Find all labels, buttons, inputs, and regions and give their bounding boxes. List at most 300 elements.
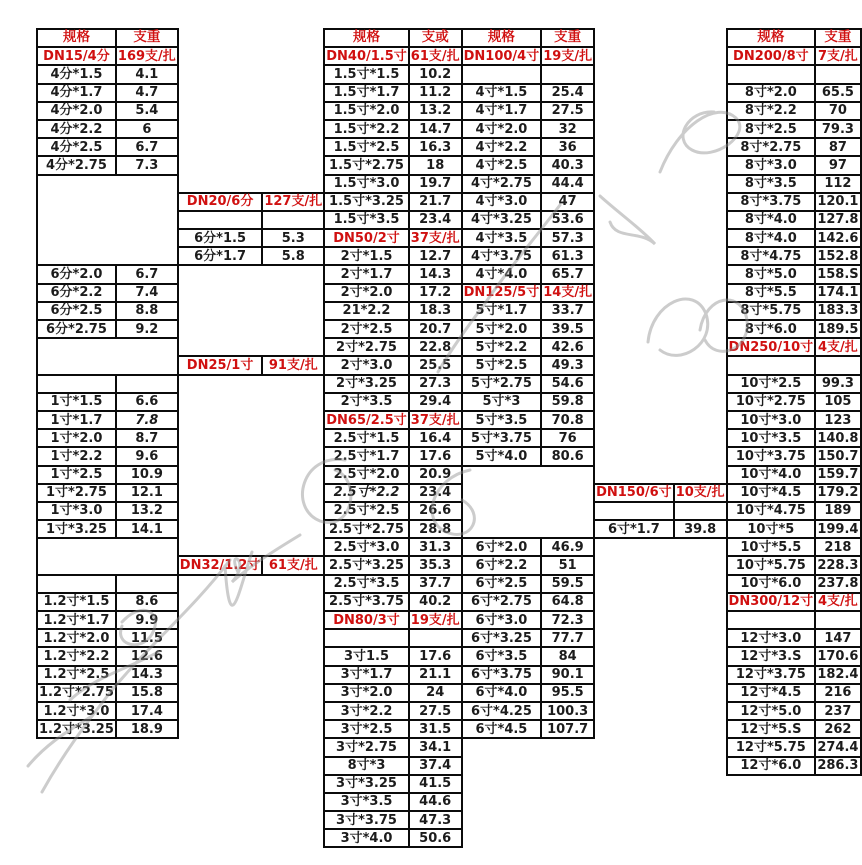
weight-cell: 18.9 — [116, 720, 178, 738]
spec-cell: 6分*2.5 — [37, 302, 116, 320]
dn-group-spec: DN20/6分 — [178, 193, 263, 211]
weight-cell: 127.8 — [815, 211, 860, 229]
spec-cell: 1.2寸*2.75 — [39, 685, 114, 701]
weight-cell: 87 — [815, 138, 860, 156]
spec-cell: 1.2寸*1.5 — [37, 593, 116, 611]
weight-cell: 105 — [815, 393, 860, 411]
spec-cell: 8寸*2.0 — [727, 84, 816, 102]
spec-cell: 2寸*2.5 — [324, 320, 409, 338]
weight-cell: 13.2 — [116, 502, 178, 520]
spec-cell: 1.2寸*2.5 — [37, 666, 116, 684]
spec-cell: 3寸*3.75 — [324, 811, 409, 829]
weight-cell: 84 — [541, 647, 594, 665]
weight-cell: 28.8 — [409, 520, 462, 538]
spec-cell: 3寸*2.5 — [324, 720, 409, 738]
weight-cell: 14.3 — [116, 666, 178, 684]
weight-cell: 10.2 — [409, 65, 462, 83]
spec-cell: 8寸*2.2 — [727, 102, 816, 120]
weight-cell: 61.3 — [541, 247, 594, 265]
spec-table-group — [36, 28, 862, 848]
table-row — [727, 193, 861, 211]
weight-cell: 33.7 — [541, 302, 594, 320]
weight-cell: 183.3 — [815, 302, 860, 320]
weight-cell: 47 — [541, 193, 594, 211]
dn-group-weight: 91支/扎 — [262, 356, 324, 374]
weight-cell: 179.2 — [815, 484, 860, 502]
table-row — [462, 229, 727, 247]
weight-cell: 65.7 — [541, 265, 594, 283]
spec-cell: 2寸*3.0 — [324, 356, 409, 374]
table-row — [37, 720, 324, 738]
table-row — [727, 593, 861, 611]
table-row — [324, 429, 461, 447]
table-row — [37, 684, 324, 702]
table-row — [462, 666, 727, 684]
weight-cell: 16.4 — [409, 429, 462, 447]
dn-group-spec: DN40/1.5寸 — [326, 48, 407, 64]
spec-cell: 2.5寸*2.5 — [324, 502, 409, 520]
weight-cell: 36 — [541, 138, 594, 156]
weight-cell: 5.3 — [262, 229, 324, 247]
weight-cell: 20.7 — [409, 320, 462, 338]
table-row — [727, 684, 861, 702]
column-header-spec: 规格 — [727, 29, 816, 47]
table-row — [37, 156, 324, 174]
blank-cell — [727, 356, 816, 374]
spec-cell: 3寸*3.5 — [324, 793, 409, 811]
spec-cell: 4寸*1.5 — [462, 84, 542, 102]
weight-cell: 79.3 — [815, 120, 860, 138]
spec-cell: 1.2寸*3.0 — [37, 702, 116, 720]
spec-cell: 2.5寸*3.0 — [324, 538, 409, 556]
spec-cell: 1.5寸*2.75 — [324, 156, 409, 174]
spec-cell: 6寸*2.0 — [462, 538, 542, 556]
weight-cell: 32 — [541, 120, 594, 138]
weight-cell: 50.6 — [409, 829, 462, 847]
column-header-weight: 支或 — [409, 29, 462, 47]
table-row — [727, 575, 861, 593]
dn-group-spec: DN15/4分 — [37, 47, 116, 65]
spec-cell: 5寸*3 — [462, 393, 542, 411]
weight-cell: 57.3 — [541, 229, 594, 247]
weight-cell: 17.2 — [409, 284, 462, 302]
spec-cell: 12寸*5.75 — [727, 738, 816, 756]
table-row — [324, 356, 461, 374]
blank-cell — [116, 575, 178, 593]
table-row — [462, 102, 727, 120]
weight-cell: 174.1 — [815, 284, 860, 302]
table-row — [462, 29, 727, 47]
table-row — [727, 229, 861, 247]
table-row — [727, 211, 861, 229]
spec-cell: 2.5寸*1.7 — [324, 447, 409, 465]
table-row — [727, 284, 861, 302]
weight-cell: 20.9 — [409, 466, 462, 484]
table-row — [37, 29, 324, 47]
table-row — [727, 429, 861, 447]
dn-group-spec: DN100/4寸 — [463, 48, 540, 64]
table-row — [37, 447, 324, 465]
spec-cell: 8寸*5.5 — [727, 284, 816, 302]
weight-cell: 7.8 — [116, 411, 178, 429]
weight-cell: 95.5 — [541, 684, 594, 702]
dn-group-spec: DN32/1.2寸 — [179, 558, 261, 574]
table-row — [37, 575, 324, 593]
spec-cell: 1.2寸*2.2 — [37, 647, 116, 665]
table-row — [324, 65, 461, 83]
dn-group-spec: DN300/12寸 — [728, 594, 814, 610]
table-row — [37, 702, 324, 720]
table-row — [324, 411, 461, 429]
spec-cell: 2.5寸*1.5 — [324, 429, 409, 447]
table-row — [324, 193, 461, 211]
table-row — [324, 175, 461, 193]
weight-cell: 39.8 — [674, 520, 727, 538]
weight-cell: 14.3 — [409, 265, 462, 283]
weight-cell: 17.4 — [116, 702, 178, 720]
table-row — [727, 702, 861, 720]
weight-cell: 237 — [815, 702, 860, 720]
spec-cell: 4分*2.2 — [37, 120, 116, 138]
table-row — [324, 502, 461, 520]
weight-cell: 25.4 — [541, 84, 594, 102]
spec-cell: 10寸*3.0 — [727, 411, 816, 429]
spec-cell: 5寸*3.75 — [462, 429, 542, 447]
dn-group-weight: 7支/扎 — [815, 47, 860, 65]
table-row — [324, 447, 461, 465]
spec-cell: 5寸*1.7 — [462, 302, 542, 320]
spec-cell: 10寸*2.5 — [727, 375, 816, 393]
weight-cell: 37.4 — [409, 757, 462, 775]
table-row — [462, 538, 727, 556]
spec-cell: 1寸*2.0 — [37, 429, 116, 447]
table-row — [324, 611, 461, 629]
spec-cell: 2寸*3.5 — [324, 393, 409, 411]
table-row — [727, 47, 861, 65]
weight-cell: 97 — [815, 156, 860, 174]
table-row — [324, 593, 461, 611]
table-row — [37, 593, 324, 611]
table-row — [324, 47, 461, 65]
table-row — [324, 538, 461, 556]
weight-cell: 34.1 — [409, 738, 462, 756]
weight-cell: 70 — [815, 102, 860, 120]
weight-cell: 21.7 — [409, 193, 462, 211]
spec-cell: 8寸*5.75 — [727, 302, 816, 320]
weight-cell: 49.3 — [541, 356, 594, 374]
table-row — [324, 302, 461, 320]
spec-cell: 1寸*2.75 — [37, 484, 116, 502]
weight-cell: 237.8 — [815, 575, 860, 593]
spec-cell: 8寸*3.0 — [727, 156, 816, 174]
table-row — [727, 738, 861, 756]
dn-group-weight: 37支/扎 — [410, 230, 460, 246]
spec-cell: 8寸*3.75 — [727, 193, 816, 211]
merged-blank-cell — [37, 338, 178, 374]
spec-cell: 1寸*3.25 — [37, 520, 116, 538]
spec-cell: 6分*2.0 — [37, 265, 116, 283]
table-row — [324, 102, 461, 120]
spec-cell: 2.5寸*3.25 — [324, 556, 409, 574]
weight-cell: 46.9 — [541, 538, 594, 556]
blank-cell — [409, 629, 462, 647]
table-row — [462, 156, 727, 174]
weight-cell: 262 — [815, 720, 860, 738]
spec-cell: 6寸*3.25 — [462, 629, 542, 647]
weight-cell: 21.1 — [409, 666, 462, 684]
table-row — [462, 338, 727, 356]
weight-cell: 182.4 — [815, 666, 860, 684]
weight-cell: 286.3 — [815, 757, 860, 775]
weight-cell: 65.5 — [815, 84, 860, 102]
table-row — [324, 520, 461, 538]
table-row — [462, 84, 727, 102]
weight-cell: 42.6 — [541, 338, 594, 356]
column-header-spec: 规格 — [37, 29, 116, 47]
spec-cell: 4寸*2.5 — [462, 156, 542, 174]
column-header-weight: 支重 — [541, 29, 594, 47]
weight-cell: 112 — [815, 175, 860, 193]
spec-cell: 1.5寸*1.5 — [324, 65, 409, 83]
blank-cell — [815, 611, 860, 629]
table-row — [324, 666, 461, 684]
blank-cell — [324, 629, 409, 647]
blank-cell — [178, 211, 263, 229]
spec-cell: 1.2寸*2.0 — [37, 629, 116, 647]
spec-cell: 10寸*2.75 — [727, 393, 816, 411]
blank-cell — [37, 575, 116, 593]
table-row — [727, 156, 861, 174]
table-row — [727, 629, 861, 647]
blank-cell — [727, 65, 816, 83]
spec-cell: 12寸*4.5 — [727, 684, 816, 702]
weight-cell: 199.4 — [815, 520, 860, 538]
spec-cell: 6寸*1.7 — [594, 520, 674, 538]
weight-cell: 274.4 — [815, 738, 860, 756]
dn-group-spec: DN125/5寸 — [463, 285, 540, 301]
table-row — [37, 520, 324, 538]
table-row — [462, 138, 727, 156]
weight-cell: 17.6 — [409, 647, 462, 665]
weight-cell: 8.6 — [116, 593, 178, 611]
weight-cell: 40.3 — [541, 156, 594, 174]
table-row — [727, 265, 861, 283]
table-row — [37, 284, 324, 302]
table-row — [462, 375, 727, 393]
weight-cell: 17.6 — [409, 447, 462, 465]
spec-cell: 4寸*2.0 — [462, 120, 542, 138]
table-row — [37, 629, 324, 647]
column-header-weight: 支重 — [815, 29, 860, 47]
table-row — [727, 556, 861, 574]
table-row — [462, 393, 727, 411]
table-row — [324, 284, 461, 302]
table-row — [727, 138, 861, 156]
weight-cell: 11.2 — [409, 84, 462, 102]
table-row — [37, 411, 324, 429]
weight-cell: 72.3 — [541, 611, 594, 629]
spec-cell: 2.5寸*3.5 — [324, 575, 409, 593]
weight-cell: 39.5 — [541, 320, 594, 338]
table-row — [462, 720, 727, 738]
weight-cell: 53.6 — [541, 211, 594, 229]
spec-cell: 5寸*4.0 — [462, 447, 542, 465]
spec-cell: 6分*1.5 — [178, 229, 263, 247]
table-row — [462, 575, 727, 593]
table-row — [727, 320, 861, 338]
weight-cell: 47.3 — [409, 811, 462, 829]
table-row — [324, 647, 461, 665]
weight-cell: 7.4 — [116, 284, 178, 302]
table-row — [462, 684, 727, 702]
spec-cell: 4寸*3.25 — [462, 211, 542, 229]
dn-group-weight: 127支/扎 — [264, 194, 323, 210]
spec-cell: 4分*2.0 — [37, 102, 116, 120]
weight-cell: 12.1 — [116, 484, 178, 502]
weight-cell: 6.6 — [116, 393, 178, 411]
spec-cell: 21*2.2 — [324, 302, 409, 320]
table-row — [324, 138, 461, 156]
table-row — [462, 356, 727, 374]
spec-cell: 6分*2.75 — [37, 320, 116, 338]
spec-cell: 8寸*2.75 — [727, 138, 816, 156]
weight-cell: 14.7 — [409, 120, 462, 138]
spec-cell: 5寸*3.5 — [462, 411, 542, 429]
spec-cell: 2寸*3.25 — [324, 375, 409, 393]
dn-group-weight: 19支/扎 — [410, 612, 460, 628]
weight-cell: 16.3 — [409, 138, 462, 156]
table-row — [37, 666, 324, 684]
spec-cell: 2.5寸*2.75 — [324, 520, 409, 538]
table-row — [37, 175, 324, 193]
spec-cell: 1寸*2.5 — [37, 466, 116, 484]
table-row — [462, 284, 727, 302]
spec-cell: 5寸*2.2 — [462, 338, 542, 356]
table-row — [324, 393, 461, 411]
dn-group-spec: DN150/6寸 — [596, 485, 672, 501]
spec-cell: 6寸*3.75 — [462, 666, 542, 684]
spec-cell: 10寸*6.0 — [727, 575, 816, 593]
weight-cell: 99.3 — [815, 375, 860, 393]
spec-cell: 2.5寸*2.0 — [324, 466, 409, 484]
spec-cell: 3寸*1.7 — [324, 666, 409, 684]
weight-cell: 189.5 — [815, 320, 860, 338]
table-row — [727, 175, 861, 193]
table-row — [462, 411, 727, 429]
spec-cell: 2.5寸*2.2 — [324, 484, 409, 502]
spec-cell: 1.5寸*3.0 — [324, 175, 409, 193]
weight-cell: 27.5 — [409, 702, 462, 720]
table-row — [462, 211, 727, 229]
table-row — [727, 666, 861, 684]
weight-cell: 59.5 — [541, 575, 594, 593]
weight-cell: 37.7 — [409, 575, 462, 593]
spec-cell: 5寸*2.0 — [462, 320, 542, 338]
dn-group-weight: 10支/扎 — [675, 485, 725, 501]
blank-cell — [727, 611, 816, 629]
table-row — [727, 411, 861, 429]
spec-cell: 3寸1.5 — [324, 647, 409, 665]
table-row — [727, 375, 861, 393]
table-row — [324, 629, 461, 647]
blank-cell — [815, 65, 860, 83]
spec-cell: 8寸*2.5 — [727, 120, 816, 138]
table-row — [324, 375, 461, 393]
column-header-spec: 规格 — [324, 29, 409, 47]
table-row — [37, 647, 324, 665]
weight-cell: 59.8 — [541, 393, 594, 411]
weight-cell: 23.4 — [409, 484, 462, 502]
table-row — [324, 338, 461, 356]
spec-cell: 8寸*4.0 — [727, 211, 816, 229]
spec-cell: 2寸*1.7 — [324, 265, 409, 283]
weight-cell: 142.6 — [815, 229, 860, 247]
spec-cell: 10寸*3.5 — [727, 429, 816, 447]
spec-cell: 6寸*4.5 — [462, 720, 542, 738]
spec-cell: 4寸*4.0 — [462, 265, 542, 283]
table-row — [727, 102, 861, 120]
spec-cell: 1.5寸*2.5 — [324, 138, 409, 156]
table-row — [727, 720, 861, 738]
blank-cell — [37, 375, 116, 393]
table-row — [727, 502, 861, 520]
spec-cell: 6分*2.2 — [37, 284, 116, 302]
weight-cell: 6 — [116, 120, 178, 138]
spec-cell: 4寸*2.2 — [462, 138, 542, 156]
spec-cell: 2寸*1.5 — [324, 247, 409, 265]
table-row — [324, 29, 461, 47]
table-row — [324, 738, 461, 756]
table-row — [37, 102, 324, 120]
spec-cell: 12寸*3.0 — [727, 629, 816, 647]
table-row — [37, 302, 324, 320]
weight-cell: 18.3 — [409, 302, 462, 320]
spec-cell: 4分*2.75 — [37, 156, 116, 174]
weight-cell: 5.8 — [262, 247, 324, 265]
table-row — [324, 120, 461, 138]
weight-cell: 19.7 — [409, 175, 462, 193]
weight-cell: 189 — [815, 502, 860, 520]
table-row — [37, 484, 324, 502]
table-row — [37, 265, 324, 283]
weight-cell: 5.4 — [116, 102, 178, 120]
weight-cell: 70.8 — [541, 411, 594, 429]
blank-cell — [462, 65, 542, 83]
dn-group-spec: DN25/1寸 — [178, 356, 263, 374]
weight-cell: 6.7 — [116, 138, 178, 156]
table-row — [727, 611, 861, 629]
table-row — [324, 484, 461, 502]
weight-cell: 159.7 — [815, 466, 860, 484]
spec-cell: 2.5寸*3.75 — [324, 593, 409, 611]
weight-cell: 158.S — [817, 267, 859, 283]
weight-cell: 12.7 — [409, 247, 462, 265]
merged-blank-cell — [462, 466, 594, 539]
spec-cell: 6寸*3.5 — [462, 647, 542, 665]
weight-cell: 76 — [541, 429, 594, 447]
spec-cell: 4寸*2.75 — [462, 175, 542, 193]
table-row — [462, 193, 727, 211]
weight-cell: 26.6 — [409, 502, 462, 520]
table-row — [324, 575, 461, 593]
spec-cell: 6寸*2.75 — [462, 593, 542, 611]
spec-cell: 4寸*3.5 — [462, 229, 542, 247]
table-row — [462, 647, 727, 665]
spec-cell: 10寸*4.75 — [727, 502, 816, 520]
table-row — [727, 647, 861, 665]
spec-cell: 10寸*5.75 — [727, 556, 816, 574]
dn-group-weight: 169支/扎 — [117, 48, 176, 64]
